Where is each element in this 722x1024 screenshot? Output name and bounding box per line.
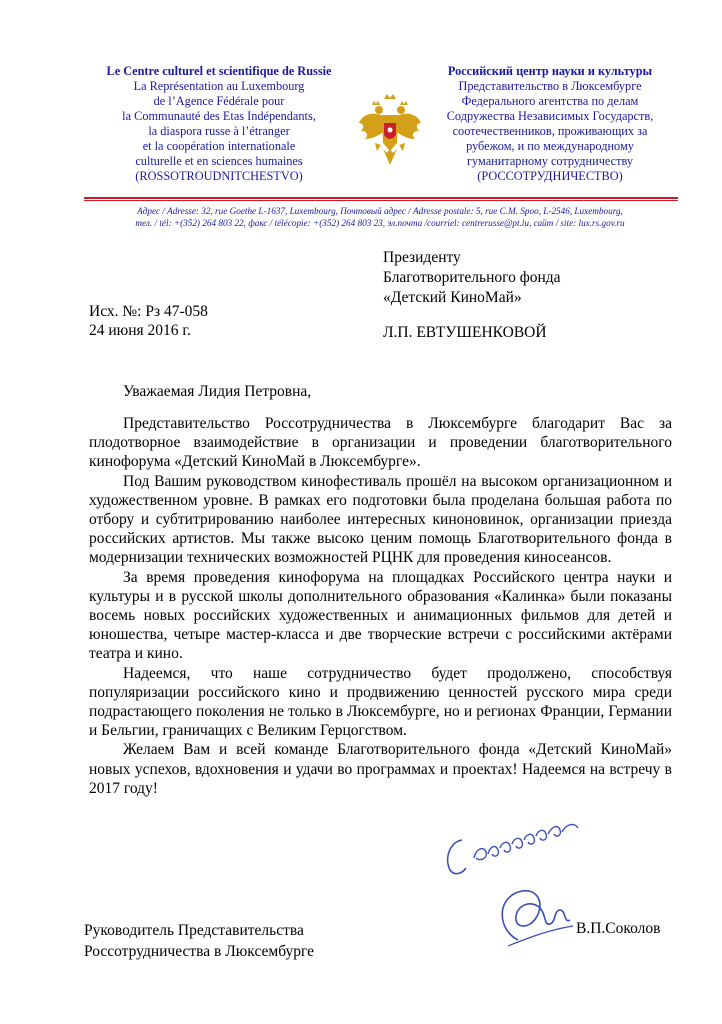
header-left-line: Le Centre culturel et scientifique de Russie [106, 64, 332, 78]
handwritten-closing [440, 818, 590, 888]
reference-date: 24 июня 2016 г. [89, 322, 191, 339]
recipient-line: Благотворительного фонда [383, 269, 561, 286]
header-divider-bottom [84, 200, 678, 201]
recipient-line: Президенту [383, 249, 461, 266]
letter-body [89, 414, 672, 798]
address-block [60, 205, 700, 229]
header-left-line: la diaspora russe à l’étranger [148, 124, 290, 138]
salutation: Уважаемая Лидия Петровна, [123, 383, 312, 400]
header-left-line: culturelle et en sciences humaines [135, 154, 303, 168]
address-line: Адрес / Adresse: 32, rue Goethe L-1637, Luxembourg, Почтовый адрес / Adresse postale: 5, rue C.M. Spoo, L-2546, Luxembourg, [137, 206, 623, 216]
signature-title-line: Руководитель Представительства [84, 922, 304, 939]
header-left-line: et la coopération internationale [142, 139, 296, 153]
header-left-line: La Représentation au Luxembourg [133, 79, 305, 93]
signature-title-line: Россотрудничества в Люксембурге [84, 943, 315, 960]
letter-paragraph: Желаем Вам и всей команде Благотворительного фонда «Детский КиноМай» новых успехов, вдохновения и удачи во программах и проектах! Надеемся на встречу в 2017 году! [89, 741, 672, 797]
header-left-line: de l’Agence Fédérale pour [153, 94, 285, 108]
header-right-line: соотечественников, проживающих за [452, 124, 648, 138]
recipient-block [383, 248, 561, 308]
signatory-name: В.П.Соколов [576, 920, 661, 937]
signature-title [84, 920, 314, 962]
header-right-block [405, 64, 695, 184]
recipient-line: «Детский КиноМай» [383, 289, 522, 306]
header-left-line: (ROSSOTROUDNITCHESTVO) [135, 169, 303, 183]
header-left-line: la Communauté des Etas Indépendants, [122, 109, 316, 123]
header-right-line: Содружества Независимых Государств, [446, 109, 654, 123]
header-divider-top [84, 197, 678, 199]
header-right-line: Представительство в Люксембурге [458, 79, 642, 93]
address-line: тел. / tél: +(352) 264 803 22, факс / télécopie: +(352) 264 803 23, эл.почта /courriel: centrerusse@pt.lu, сайт / site: lux.rs.gov.ru [135, 218, 625, 228]
recipient-name: Л.П. ЕВТУШЕНКОВОЙ [383, 324, 547, 341]
header-right-line: (РОССОТРУДНИЧЕСТВО) [477, 169, 623, 183]
header-right-line: Российский центр науки и культуры [447, 64, 653, 78]
letter-paragraph: За время проведения кинофорума на площадках Российского центра науки и культуры и в русской школы дополнительного образования «Калинка» были показаны восемь новых российских художественных и анимационных фильмов для детей и юношества, четыре мастер-класса и две творческие встречи с российскими актёрами театра и кино. [89, 568, 672, 663]
signature-drawing [488, 880, 578, 955]
reference-number: Исх. №: Рз 47-058 [89, 303, 208, 320]
letter-paragraph: Представительство Россотрудничества в Люксембурге благодарит Вас за плодотворное взаимодействие в организации и проведении благотворительного кинофорума «Детский КиноМай в Люксембурге». [89, 415, 672, 471]
header-right-line: рубежом, и по международному [466, 139, 634, 153]
reference-block [89, 302, 208, 340]
header-right-line: гуманитарному сотрудничеству [466, 154, 634, 168]
letter-paragraph: Надеемся, что наше сотрудничество будет продолжено, способствуя популяризации российского кино и продвижению ценностей русского мира среди подрастающего поколения не только в Люксембурге, но и регионах Франции, Германии и Бельгии, граничащих с Великим Герцогством. [89, 664, 672, 740]
letter-paragraph: Под Вашим руководством кинофестиваль прошёл на высоком организационном и художественном уровне. В рамках его подготовки была проделана большая работа по отбору и субтитрированию наиболее интересных киноновинок, организации приезда российских артистов. Мы также высоко ценим помощь Благотворительного фонда в модернизации технических возможностей РЦНК для проведения киносеансов. [89, 472, 672, 567]
header-right-line: Федерального агентства по делам [461, 94, 639, 108]
header-left-block [60, 64, 378, 184]
